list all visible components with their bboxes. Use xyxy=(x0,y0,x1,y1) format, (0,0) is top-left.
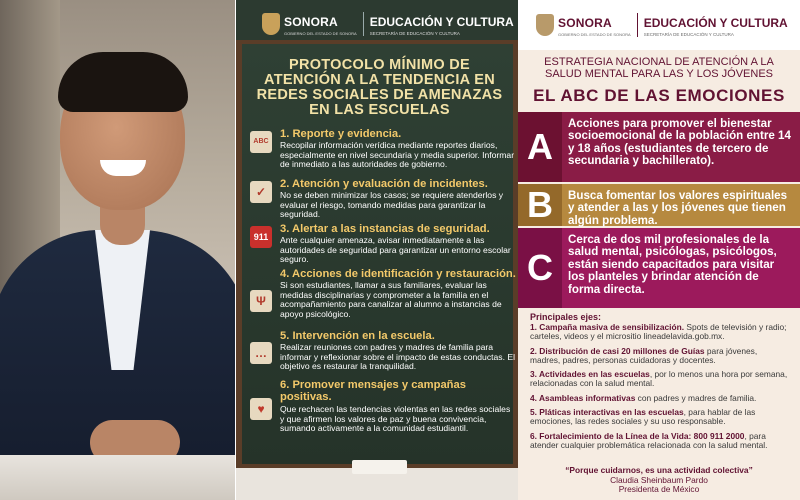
protocol-heading: 5. Intervención en la escuela. xyxy=(280,330,435,342)
axis-text: para jóvenes, madres, padres, personas cuidadoras y docentes. xyxy=(530,345,758,365)
logo-sub: GOBIERNO DEL ESTADO DE SONORA xyxy=(284,30,357,36)
axis-item xyxy=(530,347,788,366)
protocol-heading: 2. Atención y evaluación de incidentes. xyxy=(280,178,488,190)
header-title: EDUCACIÓN Y CULTURA xyxy=(643,15,788,30)
emergency-911-icon: 911 xyxy=(250,226,272,248)
protocol-text: Realizar reuniones con padres y madres de familia para informar y reflexionar sobre el impacto de estas conductas. El objetivo es restaurar la tranquilidad. xyxy=(280,342,516,372)
eraser-icon xyxy=(352,460,407,474)
axis-text: , para atender cualquier problemática relacionada con la salud mental. xyxy=(530,430,768,450)
protocol-heading: 3. Alertar a las instancias de seguridad. xyxy=(280,223,490,235)
axis-item xyxy=(530,323,788,342)
strategy-heading: ESTRATEGIA NACIONAL DE ATENCIÓN A LA SALUD MENTAL PARA LAS Y LOS JÓVENES xyxy=(544,56,774,80)
sonora-logo: SONORA xyxy=(558,15,612,30)
header-title: EDUCACIÓN Y CULTURA xyxy=(369,14,514,29)
band-text: Acciones para promover el bienestar socioemocional de la población entre 14 y 18 años (estudiantes de tercero de secundaria y bachillerato). xyxy=(568,117,791,168)
header-subtitle: SECRETARÍA DE EDUCACIÓN Y CULTURA xyxy=(369,30,460,36)
axis-item xyxy=(530,370,788,389)
axis-item xyxy=(530,394,788,403)
band-b xyxy=(518,184,800,226)
protocol-text: Si son estudiantes, llamar a sus familiares, evaluar las medidas disciplinarias y comprometer a la familia en el acompañamiento para canalizar al alumno a instancias de apoyo psicológico. xyxy=(280,280,502,319)
header-subtitle: SECRETARÍA DE EDUCACIÓN Y CULTURA xyxy=(643,31,734,37)
protocol-text: Ante cualquier amenaza, avisar inmediatamente a las autoridades de seguridad para garantizar un entorno escolar seguro. xyxy=(280,235,511,265)
letter-c: C xyxy=(518,228,562,308)
axis-item xyxy=(530,408,788,427)
protocol-text: Recopilar información verídica mediante reportes diarios, especialmente en nivel secundaria y media superior. Informar de inmediato a las autoridades de gobierno. xyxy=(280,140,515,170)
quote-role: Presidenta de México xyxy=(618,484,700,495)
logo-sub: GOBIERNO DEL ESTADO DE SONORA xyxy=(558,31,631,37)
header-divider xyxy=(363,12,364,36)
quote-author: Claudia Sheinbaum Pardo xyxy=(610,474,708,485)
meeting-icon: … xyxy=(250,342,272,364)
protocol-heading: 4. Acciones de identificación y restauración. xyxy=(280,268,516,280)
axis-title: 3. Actividades en las escuelas xyxy=(530,369,650,380)
axis-title: 2. Distribución de casi 20 millones de Guías xyxy=(530,345,705,356)
axes-list xyxy=(530,323,788,455)
band-a xyxy=(518,112,800,182)
protocol-heading: 1. Reporte y evidencia. xyxy=(280,128,402,140)
state-shield-icon xyxy=(262,13,280,35)
axis-text: , por lo menos una hora por semana, relacionadas con la salud mental. xyxy=(530,369,788,389)
checklist-icon: ✓ xyxy=(250,181,272,203)
portrait-photo xyxy=(0,0,235,500)
header-divider xyxy=(637,13,638,37)
protocol-heading: 6. Promover mensajes y campañas positivas. xyxy=(280,379,466,403)
band-text: Busca fomentar los valores espirituales y atender a las y los jóvenes que tienen algún problema. xyxy=(568,189,788,227)
report-icon: ABC xyxy=(250,131,272,153)
axis-title: 6. Fortalecimiento de la Línea de la Vida: 800 911 2000 xyxy=(530,430,745,441)
psychology-icon: Ψ xyxy=(250,290,272,312)
quote-block xyxy=(528,466,790,495)
protocol-text: No se deben minimizar los casos; se requiere atenderlos y evaluar el riesgo, tomando medidas para garantizar la seguridad. xyxy=(280,190,504,220)
axes-heading: Principales ejes: xyxy=(530,312,602,322)
heart-hand-icon: ♥ xyxy=(250,398,272,420)
axis-text: Spots de televisión y radio; carteles, videos y el micrositio lineadelavida.gob.mx. xyxy=(530,322,787,342)
band-text: Cerca de dos mil profesionales de la salud mental, psicólogas, psicólogos, están siendo capacitados para visitar los planteles y brindar atención de forma directa. xyxy=(568,233,777,296)
poster-title: PROTOCOLO MÍNIMO DE ATENCIÓN A LA TENDENCIA EN REDES SOCIALES DE AMENAZAS EN LAS ESCUELAS xyxy=(256,57,503,118)
protocol-text: Que rechacen las tendencias violentas en las redes sociales y que afirmen los valores de paz y buena convivencia, sumando activamente a la comunidad estudiantil. xyxy=(280,404,511,434)
sonora-logo: SONORA xyxy=(284,14,338,29)
abc-title: EL ABC DE LAS EMOCIONES xyxy=(533,86,785,105)
abc-header xyxy=(518,0,800,50)
state-shield-icon xyxy=(536,14,554,36)
band-c xyxy=(518,228,800,308)
quote-text: “Porque cuidarnos, es una actividad colectiva” xyxy=(565,465,753,475)
axis-title: 4. Asambleas informativas xyxy=(530,392,636,403)
axis-item xyxy=(530,432,788,451)
abc-emotions-poster xyxy=(518,0,800,500)
letter-a: A xyxy=(518,112,562,182)
axis-text: con padres y madres de familia. xyxy=(635,392,757,403)
axis-title: 5. Pláticas interactivas en las escuelas xyxy=(530,407,684,418)
letter-b: B xyxy=(518,184,562,226)
axis-text: , para hablar de las emociones, las redes sociales y su uso responsable. xyxy=(530,407,756,427)
axis-title: 1. Campaña masiva de sensibilización. xyxy=(530,322,685,332)
